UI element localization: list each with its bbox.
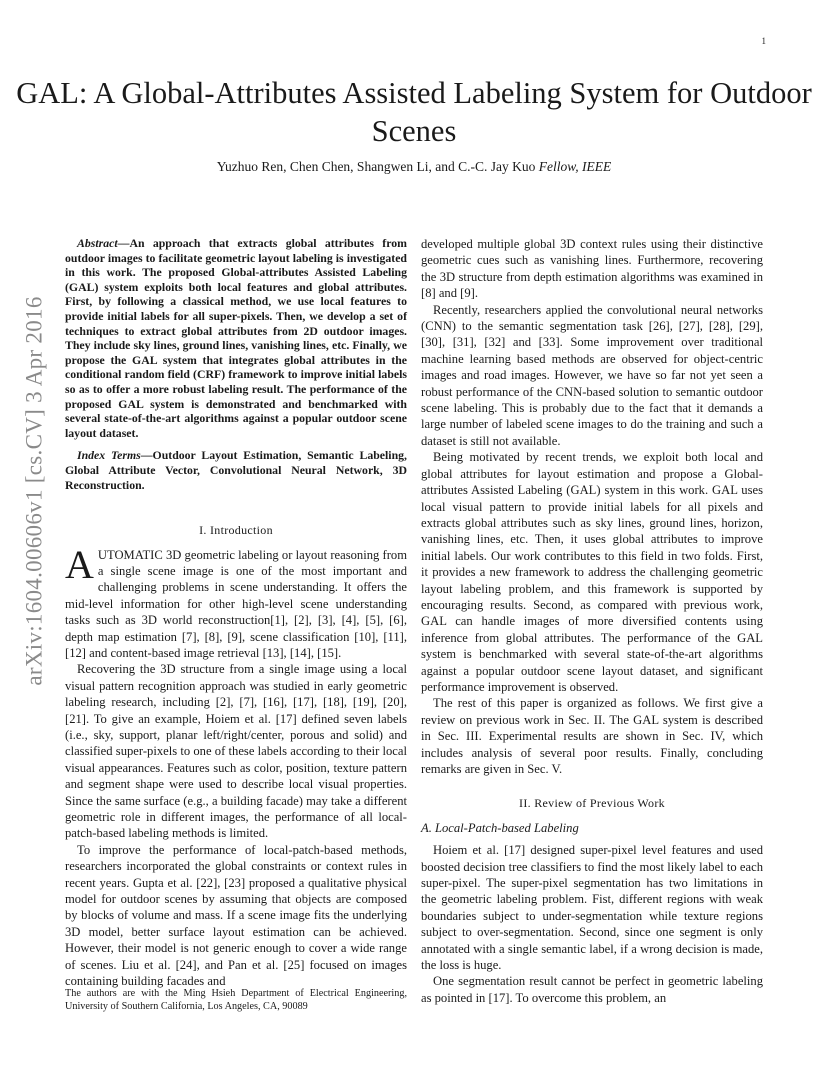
intro-paragraph-1 <box>65 541 407 662</box>
review-paragraph-1: Hoiem et al. [17] designed super-pixel level features and used boosted decision tree classifiers to find the most likely label to each super-pixel. The super-pixel segmentation has two limitations in the geometric labeling problem. Fist, different regions with weak boundaries subject to under-segmentation while texture regions subject to over-segmentation. Second, since one segment is only annotated with a single semantic label, if a wrong decision is made, the loss is huge. <box>421 843 763 973</box>
abstract-text: —An approach that extracts global attributes from outdoor images to facilitate geometric layout labeling is investigated in this work. The proposed Global-attributes Assisted Labeling (GAL) system exploits both local features and global attributes. First, by following a classical method, we use local features to provide initial labels for all super-pixels. Then, we develop a set of techniques to extract global attributes from 2D outdoor images. They include sky lines, ground lines, vanishing lines, etc. Finally, we propose the GAL system that integrates global attributes in the conditional random field (CRF) framework to improve initial labels so as to offer a more robust labeling result. The performance of the proposed GAL system is demonstrated and benchmarked with several state-of-the-art algorithms against a popular outdoor scene layout dataset. <box>65 236 407 440</box>
abstract-label: Abstract <box>77 236 118 250</box>
right-paragraph-4: The rest of this paper is organized as follows. We first give a review on previous work in Sec. II. The GAL system is described in Sec. III. Experimental results are shown in Sec. IV, which includes analysis of several poor results. Finally, concluding remarks are given in Sec. V. <box>421 696 763 776</box>
right-column <box>421 236 763 1006</box>
right-paragraph-1: developed multiple global 3D context rules using their distinctive geometric cues such as vanishing lines. Furthermore, recovering the 3D structure from depth estimation algorithms was examined in [8] and [9]. <box>421 237 763 301</box>
author-names: Yuzhuo Ren, Chen Chen, Shangwen Li, and C.-C. Jay Kuo <box>216 159 536 174</box>
index-terms-label: Index Terms <box>77 448 141 463</box>
arxiv-identifier-stamp <box>12 286 58 696</box>
drop-cap: A <box>65 541 94 587</box>
left-column <box>65 236 407 989</box>
right-paragraph-3: Being motivated by recent trends, we exploit both local and global attributes for layout estimation and propose a Global-attributes Assisted Labeling (GAL) system in this work. GAL uses local visual pattern to provide initial labels for all pixels and extracts global attributes such as sky lines, ground lines, horizon, vanishing lines, etc. Then, it uses global attributes to improve initial labels. Our work contributes to this field in two folds. First, it provides a new framework to address the challenging geometric layout labeling problem, and this framework is supported by encouraging results. Second, as compared with previous work, GAL can handle images of more diversified contents using inference from global attributes. The performance of the GAL system is benchmarked with several state-of-the-art algorithms against a popular outdoor scene layout dataset, and significant performance improvement is observed. <box>421 450 763 694</box>
abstract <box>65 236 407 492</box>
right-paragraph-2: Recently, researchers applied the convolutional neural networks (CNN) to the semantic segmentation task [26], [27], [28], [29], [30], [31], [32] and [33]. Some improvement over traditional machine learning based methods are observed for object-centric images and road images. However, we have so far not yet seen a robust performance of the CNN-based solution to semantic outdoor scene labeling. This is probably due to the fact that it demands a large number of labeled scene images to do the training and such a dataset is still not available. <box>421 302 763 448</box>
review-paragraph-2: One segmentation result cannot be perfect in geometric labeling as pointed in [17]. To overcome this problem, an <box>421 974 763 1005</box>
author-line <box>0 159 828 175</box>
page-number: 1 <box>761 36 766 46</box>
author-suffix: Fellow, IEEE <box>538 159 612 174</box>
intro-paragraph-1-text: UTOMATIC 3D geometric labeling or layout reasoning from a single scene image is one of the most important and challenging problems in scene understanding. It offers the mid-level information for other high-level scene understanding tasks such as 3D world reconstruction[1], [2], [3], [4], [5], [6], depth map estimation [7], [8], [9], scene classification [10], [11], [12] and content-based image retrieval [13], [14], [15]. <box>65 547 407 660</box>
section-heading-introduction: I. Introduction <box>199 523 273 538</box>
paper-title: GAL: A Global-Attributes Assisted Labeling System for Outdoor Scenes <box>16 76 812 148</box>
subsection-heading-local-patch: A. Local-Patch-based Labeling <box>421 820 579 835</box>
section-heading-review: II. Review of Previous Work <box>519 796 665 811</box>
intro-paragraph-3: To improve the performance of local-patch-based methods, researchers incorporated the global constraints or context rules in recent years. Gupta et al. [22], [23] proposed a qualitative physical model for outdoor scenes by assuming that objects are composed by blocks of volume and mass. If a scene image fits the underlying 3D model, better surface layout estimation can be achieved. However, their model is not generic enough to cover a wide range of scenes. Liu et al. [24], and Pan et al. [25] focused on images containing building facades and <box>65 842 407 989</box>
arxiv-stamp-text: arXiv:1604.00606v1 [cs.CV] 3 Apr 2016 <box>22 296 48 686</box>
index-terms-text: —Outdoor Layout Estimation, Semantic Labeling, Global Attribute Vector, Convolutional Neural Network, 3D Reconstruction. <box>65 448 407 492</box>
intro-paragraph-2: Recovering the 3D structure from a single image using a local visual pattern recognition approach was studied in early geometric labeling research, including [2], [7], [16], [17], [18], [19], [20], [21]. To give an example, Hoiem et al. [17] defined seven labels (i.e., sky, support, planar left/right/center, porous and solid) and classified super-pixels to one of these labels according to their local visual appearances. Features such as color, position, texture pattern and segment shape were used to describe local visual properties. Since the same surface (e.g., a building facade) may take a different geometric role in different images, the performance of all local-patch-based labeling methods is limited. <box>65 662 407 841</box>
footnote: The authors are with the Ming Hsieh Department of Electrical Engineering, University of Southern California, Los Angeles, CA, 90089 <box>65 988 407 1012</box>
